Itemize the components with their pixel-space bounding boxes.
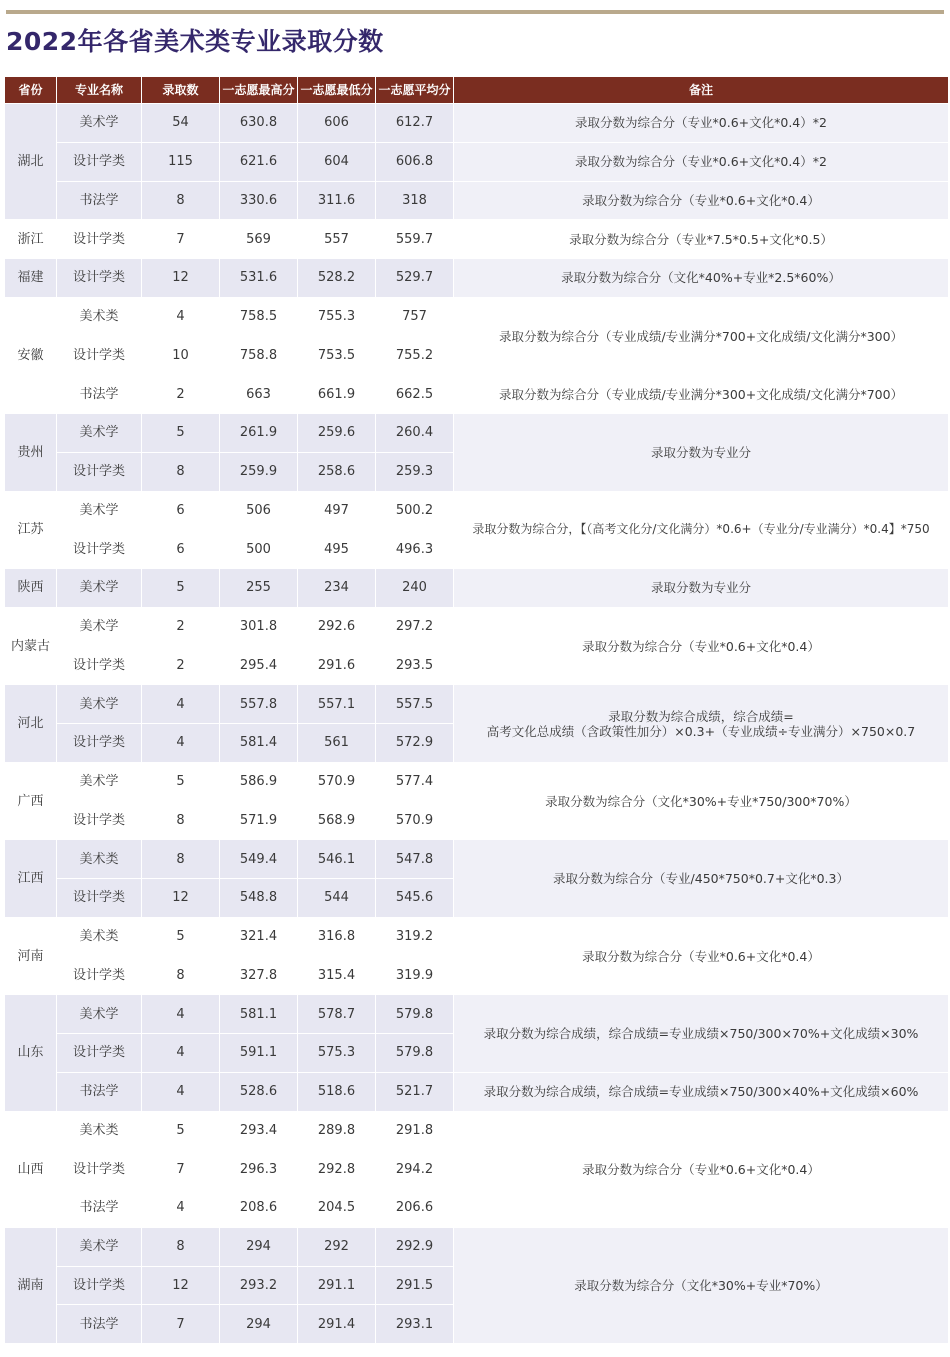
notes-cell: 录取分数为综合分（文化*30%+专业*70%） (454, 1228, 948, 1343)
max-score-cell: 330.6 (220, 182, 297, 220)
avg-score-cell: 319.2 (376, 918, 453, 956)
page-title: 2022年各省美术类专业录取分数 (6, 27, 384, 56)
major-cell: 书法学 (57, 375, 141, 413)
notes-cell: 录取分数为专业分 (454, 569, 948, 607)
notes-cell: 录取分数为综合分（专业*0.6+文化*0.4） (454, 608, 948, 685)
max-score-cell: 500 (220, 530, 297, 568)
count-cell: 4 (142, 1034, 219, 1072)
major-cell: 美术类 (57, 298, 141, 336)
notes-cell: 录取分数为专业分 (454, 414, 948, 491)
count-cell: 8 (142, 802, 219, 840)
min-score-cell: 315.4 (298, 957, 375, 995)
count-cell: 6 (142, 492, 219, 530)
avg-score-cell: 579.8 (376, 1034, 453, 1072)
notes-cell: 录取分数为综合分（文化*30%+专业*750/300*70%） (454, 763, 948, 840)
major-cell: 书法学 (57, 1305, 141, 1343)
major-cell: 设计学类 (57, 1034, 141, 1072)
avg-score-cell: 572.9 (376, 724, 453, 762)
header-min-score: 一志愿最低分 (298, 77, 375, 103)
count-cell: 8 (142, 1228, 219, 1266)
count-cell: 4 (142, 1189, 219, 1227)
min-score-cell: 575.3 (298, 1034, 375, 1072)
count-cell: 8 (142, 453, 219, 491)
avg-score-cell: 297.2 (376, 608, 453, 646)
notes-cell (454, 685, 948, 762)
avg-score-cell: 545.6 (376, 879, 453, 917)
min-score-cell: 561 (298, 724, 375, 762)
avg-score-cell: 662.5 (376, 375, 453, 413)
count-cell: 5 (142, 918, 219, 956)
avg-score-cell: 559.7 (376, 220, 453, 258)
major-cell: 美术学 (57, 492, 141, 530)
count-cell: 5 (142, 569, 219, 607)
min-score-cell: 316.8 (298, 918, 375, 956)
count-cell: 4 (142, 685, 219, 723)
avg-score-cell: 755.2 (376, 337, 453, 375)
province-cell: 浙江 (5, 220, 56, 258)
min-score-cell: 755.3 (298, 298, 375, 336)
min-score-cell: 528.2 (298, 259, 375, 297)
count-cell: 115 (142, 143, 219, 181)
major-cell: 设计学类 (57, 1267, 141, 1305)
major-cell: 设计学类 (57, 724, 141, 762)
max-score-cell: 569 (220, 220, 297, 258)
max-score-cell: 293.4 (220, 1112, 297, 1150)
max-score-cell: 549.4 (220, 840, 297, 878)
min-score-cell: 570.9 (298, 763, 375, 801)
major-cell: 设计学类 (57, 220, 141, 258)
avg-score-cell: 318 (376, 182, 453, 220)
min-score-cell: 204.5 (298, 1189, 375, 1227)
avg-score-cell: 293.5 (376, 647, 453, 685)
notes-cell: 录取分数为综合分（专业*0.6+文化*0.4） (454, 1112, 948, 1227)
top-divider (6, 10, 944, 14)
avg-score-cell: 291.8 (376, 1112, 453, 1150)
notes-cell: 录取分数为综合分（专业*0.6+文化*0.4）*2 (454, 104, 948, 142)
major-cell: 设计学类 (57, 337, 141, 375)
max-score-cell: 293.2 (220, 1267, 297, 1305)
count-cell: 7 (142, 220, 219, 258)
count-cell: 2 (142, 375, 219, 413)
count-cell: 12 (142, 259, 219, 297)
major-cell: 美术类 (57, 918, 141, 956)
count-cell: 7 (142, 1150, 219, 1188)
count-cell: 7 (142, 1305, 219, 1343)
max-score-cell: 758.8 (220, 337, 297, 375)
min-score-cell: 292.6 (298, 608, 375, 646)
count-cell: 12 (142, 1267, 219, 1305)
notes-cell: 录取分数为综合分（专业*0.6+文化*0.4） (454, 918, 948, 995)
count-cell: 5 (142, 414, 219, 452)
avg-score-cell: 292.9 (376, 1228, 453, 1266)
avg-score-cell: 240 (376, 569, 453, 607)
notes-cell: 录取分数为综合分（专业*0.6+文化*0.4） (454, 182, 948, 220)
count-cell: 4 (142, 1073, 219, 1111)
province-cell: 山西 (5, 1112, 56, 1227)
max-score-cell: 548.8 (220, 879, 297, 917)
avg-score-cell: 293.1 (376, 1305, 453, 1343)
min-score-cell: 604 (298, 143, 375, 181)
avg-score-cell: 291.5 (376, 1267, 453, 1305)
count-cell: 54 (142, 104, 219, 142)
major-cell: 美术学 (57, 685, 141, 723)
max-score-cell: 531.6 (220, 259, 297, 297)
province-cell: 广西 (5, 763, 56, 840)
avg-score-cell: 612.7 (376, 104, 453, 142)
min-score-cell: 557.1 (298, 685, 375, 723)
province-cell: 安徽 (5, 298, 56, 413)
notes-cell: 录取分数为综合分（专业成绩/专业满分*700+文化成绩/文化满分*300） (454, 298, 948, 375)
max-score-cell: 294 (220, 1228, 297, 1266)
major-cell: 美术类 (57, 840, 141, 878)
avg-score-cell: 606.8 (376, 143, 453, 181)
min-score-cell: 606 (298, 104, 375, 142)
major-cell: 书法学 (57, 1073, 141, 1111)
province-cell: 福建 (5, 259, 56, 297)
avg-score-cell: 500.2 (376, 492, 453, 530)
min-score-cell: 661.9 (298, 375, 375, 413)
province-cell: 湖北 (5, 104, 56, 219)
count-cell: 8 (142, 840, 219, 878)
count-cell: 12 (142, 879, 219, 917)
province-cell: 江苏 (5, 492, 56, 569)
avg-score-cell: 521.7 (376, 1073, 453, 1111)
major-cell: 美术学 (57, 995, 141, 1033)
min-score-cell: 497 (298, 492, 375, 530)
header-major: 专业名称 (57, 77, 141, 103)
avg-score-cell: 206.6 (376, 1189, 453, 1227)
major-cell: 设计学类 (57, 879, 141, 917)
count-cell: 8 (142, 182, 219, 220)
min-score-cell: 234 (298, 569, 375, 607)
major-cell: 美术学 (57, 569, 141, 607)
province-cell: 河北 (5, 685, 56, 762)
min-score-cell: 292 (298, 1228, 375, 1266)
major-cell: 美术学 (57, 608, 141, 646)
max-score-cell: 296.3 (220, 1150, 297, 1188)
max-score-cell: 255 (220, 569, 297, 607)
header-notes: 备注 (454, 77, 948, 103)
major-cell: 设计学类 (57, 143, 141, 181)
avg-score-cell: 259.3 (376, 453, 453, 491)
major-cell: 设计学类 (57, 453, 141, 491)
major-cell: 美术学 (57, 763, 141, 801)
min-score-cell: 258.6 (298, 453, 375, 491)
province-cell: 山东 (5, 995, 56, 1110)
count-cell: 4 (142, 724, 219, 762)
count-cell: 4 (142, 995, 219, 1033)
province-cell: 内蒙古 (5, 608, 56, 685)
notes-cell: 录取分数为综合分（专业/450*750*0.7+文化*0.3） (454, 840, 948, 917)
min-score-cell: 311.6 (298, 182, 375, 220)
max-score-cell: 301.8 (220, 608, 297, 646)
avg-score-cell: 757 (376, 298, 453, 336)
province-cell: 江西 (5, 840, 56, 917)
max-score-cell: 586.9 (220, 763, 297, 801)
count-cell: 2 (142, 608, 219, 646)
max-score-cell: 506 (220, 492, 297, 530)
major-cell: 书法学 (57, 1189, 141, 1227)
note-line: 高考文化总成绩（含政策性加分）×0.3+（专业成绩÷专业满分）×750×0.7 (486, 723, 916, 739)
max-score-cell: 528.6 (220, 1073, 297, 1111)
admission-table (5, 77, 946, 1343)
min-score-cell: 292.8 (298, 1150, 375, 1188)
count-cell: 2 (142, 647, 219, 685)
min-score-cell: 518.6 (298, 1073, 375, 1111)
max-score-cell: 571.9 (220, 802, 297, 840)
max-score-cell: 581.1 (220, 995, 297, 1033)
max-score-cell: 758.5 (220, 298, 297, 336)
min-score-cell: 557 (298, 220, 375, 258)
min-score-cell: 753.5 (298, 337, 375, 375)
avg-score-cell: 319.9 (376, 957, 453, 995)
min-score-cell: 291.1 (298, 1267, 375, 1305)
max-score-cell: 663 (220, 375, 297, 413)
province-cell: 湖南 (5, 1228, 56, 1343)
max-score-cell: 208.6 (220, 1189, 297, 1227)
major-cell: 设计学类 (57, 957, 141, 995)
max-score-cell: 591.1 (220, 1034, 297, 1072)
major-cell: 美术学 (57, 104, 141, 142)
major-cell: 设计学类 (57, 1150, 141, 1188)
max-score-cell: 295.4 (220, 647, 297, 685)
major-cell: 书法学 (57, 182, 141, 220)
notes-cell: 录取分数为综合分（专业*0.6+文化*0.4）*2 (454, 143, 948, 181)
count-cell: 4 (142, 298, 219, 336)
min-score-cell: 291.4 (298, 1305, 375, 1343)
min-score-cell: 578.7 (298, 995, 375, 1033)
avg-score-cell: 579.8 (376, 995, 453, 1033)
avg-score-cell: 294.2 (376, 1150, 453, 1188)
notes-cell: 录取分数为综合分（专业成绩/专业满分*300+文化成绩/文化满分*700） (454, 375, 948, 413)
min-score-cell: 291.6 (298, 647, 375, 685)
note-line: 录取分数为综合成绩，综合成绩= (608, 708, 794, 724)
major-cell: 设计学类 (57, 647, 141, 685)
major-cell: 设计学类 (57, 802, 141, 840)
min-score-cell: 289.8 (298, 1112, 375, 1150)
header-province: 省份 (5, 77, 56, 103)
avg-score-cell: 529.7 (376, 259, 453, 297)
avg-score-cell: 496.3 (376, 530, 453, 568)
header-avg-score: 一志愿平均分 (376, 77, 453, 103)
avg-score-cell: 547.8 (376, 840, 453, 878)
min-score-cell: 259.6 (298, 414, 375, 452)
count-cell: 5 (142, 1112, 219, 1150)
header-count: 录取数 (142, 77, 219, 103)
notes-cell: 录取分数为综合分（文化*40%+专业*2.5*60%） (454, 259, 948, 297)
max-score-cell: 321.4 (220, 918, 297, 956)
avg-score-cell: 557.5 (376, 685, 453, 723)
count-cell: 6 (142, 530, 219, 568)
province-cell: 河南 (5, 918, 56, 995)
max-score-cell: 327.8 (220, 957, 297, 995)
major-cell: 设计学类 (57, 259, 141, 297)
max-score-cell: 261.9 (220, 414, 297, 452)
notes-cell: 录取分数为综合分（专业*7.5*0.5+文化*0.5） (454, 220, 948, 258)
notes-cell: 录取分数为综合成绩，综合成绩=专业成绩×750/300×40%+文化成绩×60% (454, 1073, 948, 1111)
count-cell: 5 (142, 763, 219, 801)
min-score-cell: 546.1 (298, 840, 375, 878)
count-cell: 8 (142, 957, 219, 995)
avg-score-cell: 260.4 (376, 414, 453, 452)
major-cell: 美术类 (57, 1112, 141, 1150)
count-cell: 10 (142, 337, 219, 375)
major-cell: 美术学 (57, 1228, 141, 1266)
province-cell: 贵州 (5, 414, 56, 491)
notes-cell: 录取分数为综合分，【（高考文化分/文化满分）*0.6+（专业分/专业满分）*0.4】*750 (454, 492, 948, 569)
max-score-cell: 259.9 (220, 453, 297, 491)
header-max-score: 一志愿最高分 (220, 77, 297, 103)
max-score-cell: 557.8 (220, 685, 297, 723)
major-cell: 设计学类 (57, 530, 141, 568)
province-cell: 陕西 (5, 569, 56, 607)
avg-score-cell: 577.4 (376, 763, 453, 801)
min-score-cell: 495 (298, 530, 375, 568)
major-cell: 美术学 (57, 414, 141, 452)
avg-score-cell: 570.9 (376, 802, 453, 840)
max-score-cell: 294 (220, 1305, 297, 1343)
min-score-cell: 568.9 (298, 802, 375, 840)
max-score-cell: 630.8 (220, 104, 297, 142)
max-score-cell: 621.6 (220, 143, 297, 181)
notes-cell: 录取分数为综合成绩，综合成绩=专业成绩×750/300×70%+文化成绩×30% (454, 995, 948, 1072)
max-score-cell: 581.4 (220, 724, 297, 762)
min-score-cell: 544 (298, 879, 375, 917)
